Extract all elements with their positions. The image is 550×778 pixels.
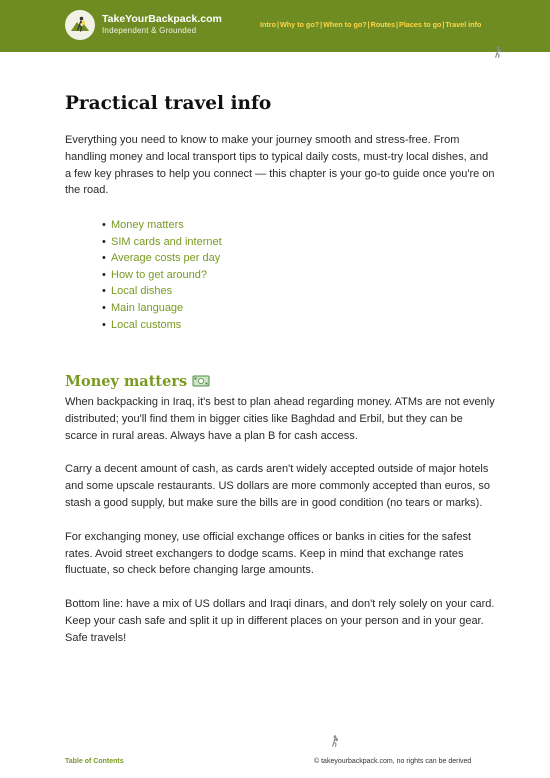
nav-separator: | [442, 20, 445, 29]
body-paragraph: When backpacking in Iraq, it's best to plan ahead regarding money. ATMs are not evenly distributed; you'll find them in bigger cities like Baghdad and Erbil, but they can be scarce in rural areas. Always have a plan B for cash access. [65, 396, 495, 442]
nav-separator: | [367, 20, 370, 29]
header-bar [0, 0, 550, 52]
intro-paragraph: Everything you need to know to make your journey smooth and stress-free. From handling money and local transport tips to typical daily costs, must-try local dishes, and a few key phrases to help you connect — this chapter is your go-to guide once you're on the road. [65, 134, 495, 197]
nav-separator: | [320, 20, 323, 29]
nav-item-travel-info[interactable]: Travel info [445, 20, 482, 29]
toc-item-main-language[interactable]: • Main language [102, 300, 222, 317]
hiker-footer-icon [330, 735, 340, 747]
body-paragraph: For exchanging money, use official exchange offices or banks in cities for the safest rates. Avoid street exchangers to dodge scams. Keep in mind that exchange rates fluctuate, so check before changing large amounts. [65, 530, 472, 577]
nav-separator: | [276, 20, 279, 29]
hiker-icon [493, 46, 503, 58]
toc-item-average-costs[interactable]: • Average costs per day [102, 250, 222, 267]
nav-separator: | [396, 20, 399, 29]
toc-item-getting-around[interactable]: • How to get around? [102, 267, 222, 284]
logo[interactable] [65, 10, 95, 40]
section-heading-text: Money matters [65, 373, 188, 390]
table-of-contents-link[interactable]: Table of Contents [65, 758, 124, 765]
toc-item-money-matters[interactable]: • Money matters [102, 217, 222, 234]
page-title: Practical travel info [65, 93, 272, 114]
copyright-notice: © takeyourbackpack.com, no rights can be derived [314, 758, 472, 765]
nav-item-why-to-go[interactable]: Why to go? [279, 20, 320, 29]
toc-item-sim-cards[interactable]: • SIM cards and internet [102, 234, 222, 251]
nav-item-when-to-go[interactable]: When to go? [323, 20, 367, 29]
toc-item-local-dishes[interactable]: • Local dishes [102, 283, 222, 300]
money-matters-body [65, 394, 495, 664]
nav-item-intro[interactable]: Intro [260, 20, 276, 29]
section-heading-money-matters [65, 373, 210, 390]
hiker-logo-icon [69, 14, 91, 36]
money-icon [192, 374, 210, 388]
body-paragraph: Carry a decent amount of cash, as cards aren't widely accepted outside of major hotels and some upscale restaurants. US dollars are more commonly accepted than euros, so stash a good supply, but make sure the bills are in good condition (no tears or marks). [65, 463, 490, 509]
nav-item-places-to-go[interactable]: Places to go [399, 20, 442, 29]
nav-item-routes[interactable]: Routes [370, 20, 396, 29]
brand-title[interactable]: TakeYourBackpack.com [102, 13, 222, 25]
chapter-toc-list [102, 217, 222, 333]
top-nav [260, 20, 481, 29]
toc-item-local-customs[interactable]: • Local customs [102, 317, 222, 334]
body-paragraph: Bottom line: have a mix of US dollars and Iraqi dinars, and don't rely solely on your card. Keep your cash safe and split it up in different places on your person and in your gear. Safe travels! [65, 598, 495, 644]
brand-subtitle: Independent & Grounded [102, 26, 197, 35]
